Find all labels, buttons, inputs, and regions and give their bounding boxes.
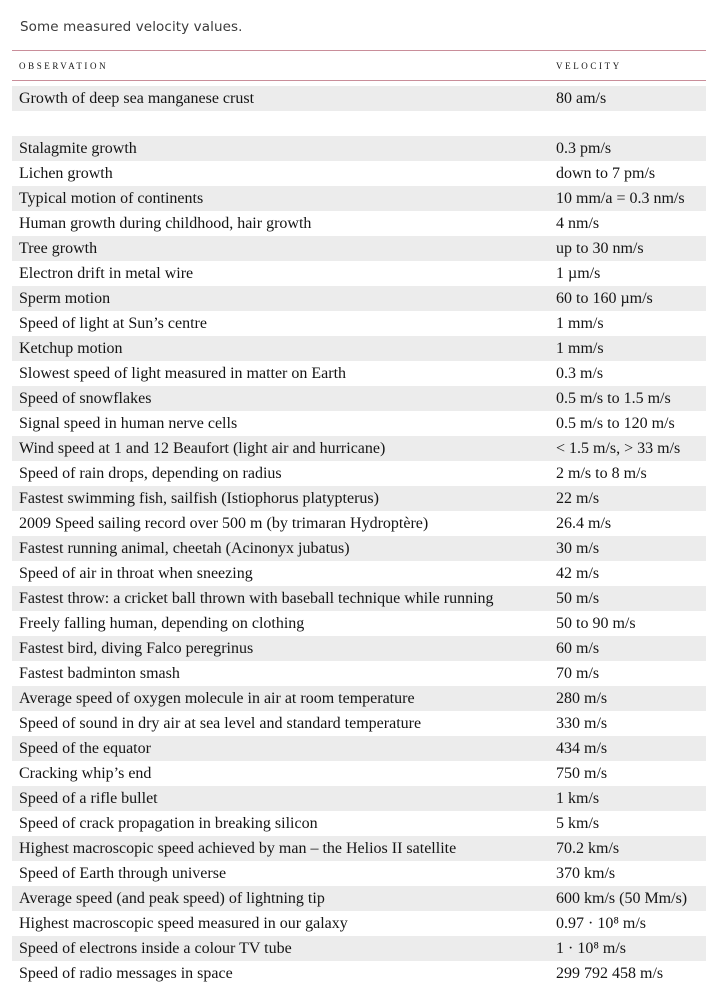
velocity-cell: 750 m/s — [556, 765, 608, 782]
velocity-cell: 42 m/s — [556, 565, 600, 582]
table-header — [0, 51, 722, 80]
observation-cell: Speed of sound in dry air at sea level and standard temperature — [19, 715, 422, 732]
velocity-cell: 22 m/s — [556, 490, 600, 507]
velocity-cell: 50 to 90 m/s — [556, 615, 636, 632]
observation-cell: Average speed of oxygen molecule in air at room temperature — [19, 690, 415, 707]
table-row — [12, 961, 706, 986]
observation-cell: Signal speed in human nerve cells — [19, 415, 238, 432]
observation-cell: Sperm motion — [19, 290, 111, 307]
observation-cell: Highest macroscopic speed achieved by man – the Helios II satellite — [19, 840, 457, 857]
velocity-cell: 26.4 m/s — [556, 515, 612, 532]
table-row — [12, 311, 706, 336]
table-row — [12, 686, 706, 711]
observation-cell: Speed of crack propagation in breaking silicon — [19, 815, 318, 832]
velocity-cell: < 1.5 m/s, > 33 m/s — [556, 440, 681, 457]
velocity-cell: up to 30 nm/s — [556, 240, 644, 257]
velocity-cell: 370 km/s — [556, 865, 616, 882]
velocity-cell: 80 am/s — [556, 90, 607, 107]
velocity-cell: 1 µm/s — [556, 265, 601, 282]
table-row — [12, 636, 706, 661]
observation-cell: Ketchup motion — [19, 340, 123, 357]
observation-cell: Tree growth — [19, 240, 98, 257]
velocity-cell: 1 km/s — [556, 790, 600, 807]
velocity-cell: 0.5 m/s to 120 m/s — [556, 415, 675, 432]
table-row — [12, 461, 706, 486]
table-row — [12, 811, 706, 836]
observation-cell: Speed of a rifle bullet — [19, 790, 158, 807]
table-row — [12, 261, 706, 286]
observation-cell: Lichen growth — [19, 165, 113, 182]
observation-cell: Speed of radio messages in space — [19, 965, 233, 982]
observation-cell: Fastest badminton smash — [19, 665, 180, 682]
table-row — [12, 761, 706, 786]
table-row — [12, 911, 706, 936]
header-velocity: velocity — [556, 57, 622, 72]
table-row — [12, 736, 706, 761]
table-row — [12, 861, 706, 886]
table-row — [12, 336, 706, 361]
observation-cell: Electron drift in metal wire — [19, 265, 194, 282]
table-row — [12, 711, 706, 736]
velocity-cell: 0.97 · 10⁸ m/s — [556, 915, 647, 932]
table-row — [12, 436, 706, 461]
header-observation: observation — [19, 57, 109, 72]
observation-cell: Speed of electrons inside a colour TV tube — [19, 940, 292, 957]
velocity-cell: 1 mm/s — [556, 315, 604, 332]
table-row — [12, 161, 706, 186]
observation-cell: Human growth during childhood, hair growth — [19, 215, 312, 232]
observation-cell: Fastest running animal, cheetah (Acinonyx jubatus) — [19, 540, 350, 557]
observation-cell: Fastest throw: a cricket ball thrown with baseball technique while running — [19, 590, 494, 607]
velocity-cell: 10 mm/a = 0.3 nm/s — [556, 190, 685, 207]
velocity-cell: 4 nm/s — [556, 215, 600, 232]
table-caption: Some measured velocity values. — [20, 19, 243, 35]
table-row — [12, 836, 706, 861]
table-row — [12, 136, 706, 161]
table-body — [12, 86, 706, 986]
table-row — [12, 511, 706, 536]
observation-cell: Speed of light at Sun’s centre — [19, 315, 207, 332]
velocity-cell: 299 792 458 m/s — [556, 965, 664, 982]
observation-cell: Speed of air in throat when sneezing — [19, 565, 253, 582]
velocity-cell: down to 7 pm/s — [556, 165, 656, 182]
observation-cell: Wind speed at 1 and 12 Beaufort (light air and hurricane) — [19, 440, 386, 457]
table-row — [12, 536, 706, 561]
table-row — [12, 486, 706, 511]
observation-cell: Highest macroscopic speed measured in our galaxy — [19, 915, 348, 932]
table-row — [12, 361, 706, 386]
observation-cell: Stalagmite growth — [19, 140, 137, 157]
table-row — [12, 586, 706, 611]
table-row — [12, 286, 706, 311]
velocity-cell: 30 m/s — [556, 540, 600, 557]
table-row — [12, 936, 706, 961]
observation-cell: Average speed (and peak speed) of lightning tip — [19, 890, 325, 907]
observation-cell: 2009 Speed sailing record over 500 m (by trimaran Hydroptère) — [19, 515, 429, 532]
table-row — [12, 236, 706, 261]
velocity-cell: 70.2 km/s — [556, 840, 620, 857]
observation-cell: Speed of snowflakes — [19, 390, 152, 407]
velocity-cell: 0.3 pm/s — [556, 140, 612, 157]
observation-cell: Cracking whip’s end — [19, 765, 152, 782]
table-row — [12, 786, 706, 811]
velocity-cell: 1 · 10⁸ m/s — [556, 940, 627, 957]
velocity-cell: 1 mm/s — [556, 340, 604, 357]
observation-cell: Freely falling human, depending on clothing — [19, 615, 305, 632]
velocity-cell: 5 km/s — [556, 815, 600, 832]
table-row — [12, 86, 706, 111]
table-row — [12, 561, 706, 586]
velocity-cell: 0.5 m/s to 1.5 m/s — [556, 390, 671, 407]
table-row — [12, 661, 706, 686]
observation-cell: Speed of Earth through universe — [19, 865, 227, 882]
velocity-cell: 0.3 m/s — [556, 365, 604, 382]
table-row — [12, 611, 706, 636]
table-row — [12, 186, 706, 211]
table-row — [12, 386, 706, 411]
velocity-cell: 330 m/s — [556, 715, 608, 732]
velocity-cell: 280 m/s — [556, 690, 608, 707]
velocity-cell: 600 km/s (50 Mm/s) — [556, 890, 688, 907]
table-row — [12, 411, 706, 436]
observation-cell: Fastest swimming fish, sailfish (Istiophorus platypterus) — [19, 490, 379, 507]
observation-cell: Slowest speed of light measured in matter on Earth — [19, 365, 347, 382]
table-row — [12, 886, 706, 911]
velocity-cell: 434 m/s — [556, 740, 608, 757]
observation-cell: Speed of the equator — [19, 740, 151, 757]
observation-cell: Fastest bird, diving Falco peregrinus — [19, 640, 254, 657]
header-bottom-rule — [12, 80, 706, 81]
observation-cell: Typical motion of continents — [19, 190, 204, 207]
velocity-cell: 2 m/s to 8 m/s — [556, 465, 647, 482]
velocity-cell: 60 to 160 µm/s — [556, 290, 653, 307]
velocity-cell: 50 m/s — [556, 590, 600, 607]
table-row — [12, 111, 706, 136]
observation-cell: Growth of deep sea manganese crust — [19, 90, 255, 107]
table-row — [12, 211, 706, 236]
velocity-cell: 70 m/s — [556, 665, 600, 682]
velocity-cell: 60 m/s — [556, 640, 600, 657]
observation-cell: Speed of rain drops, depending on radius — [19, 465, 282, 482]
